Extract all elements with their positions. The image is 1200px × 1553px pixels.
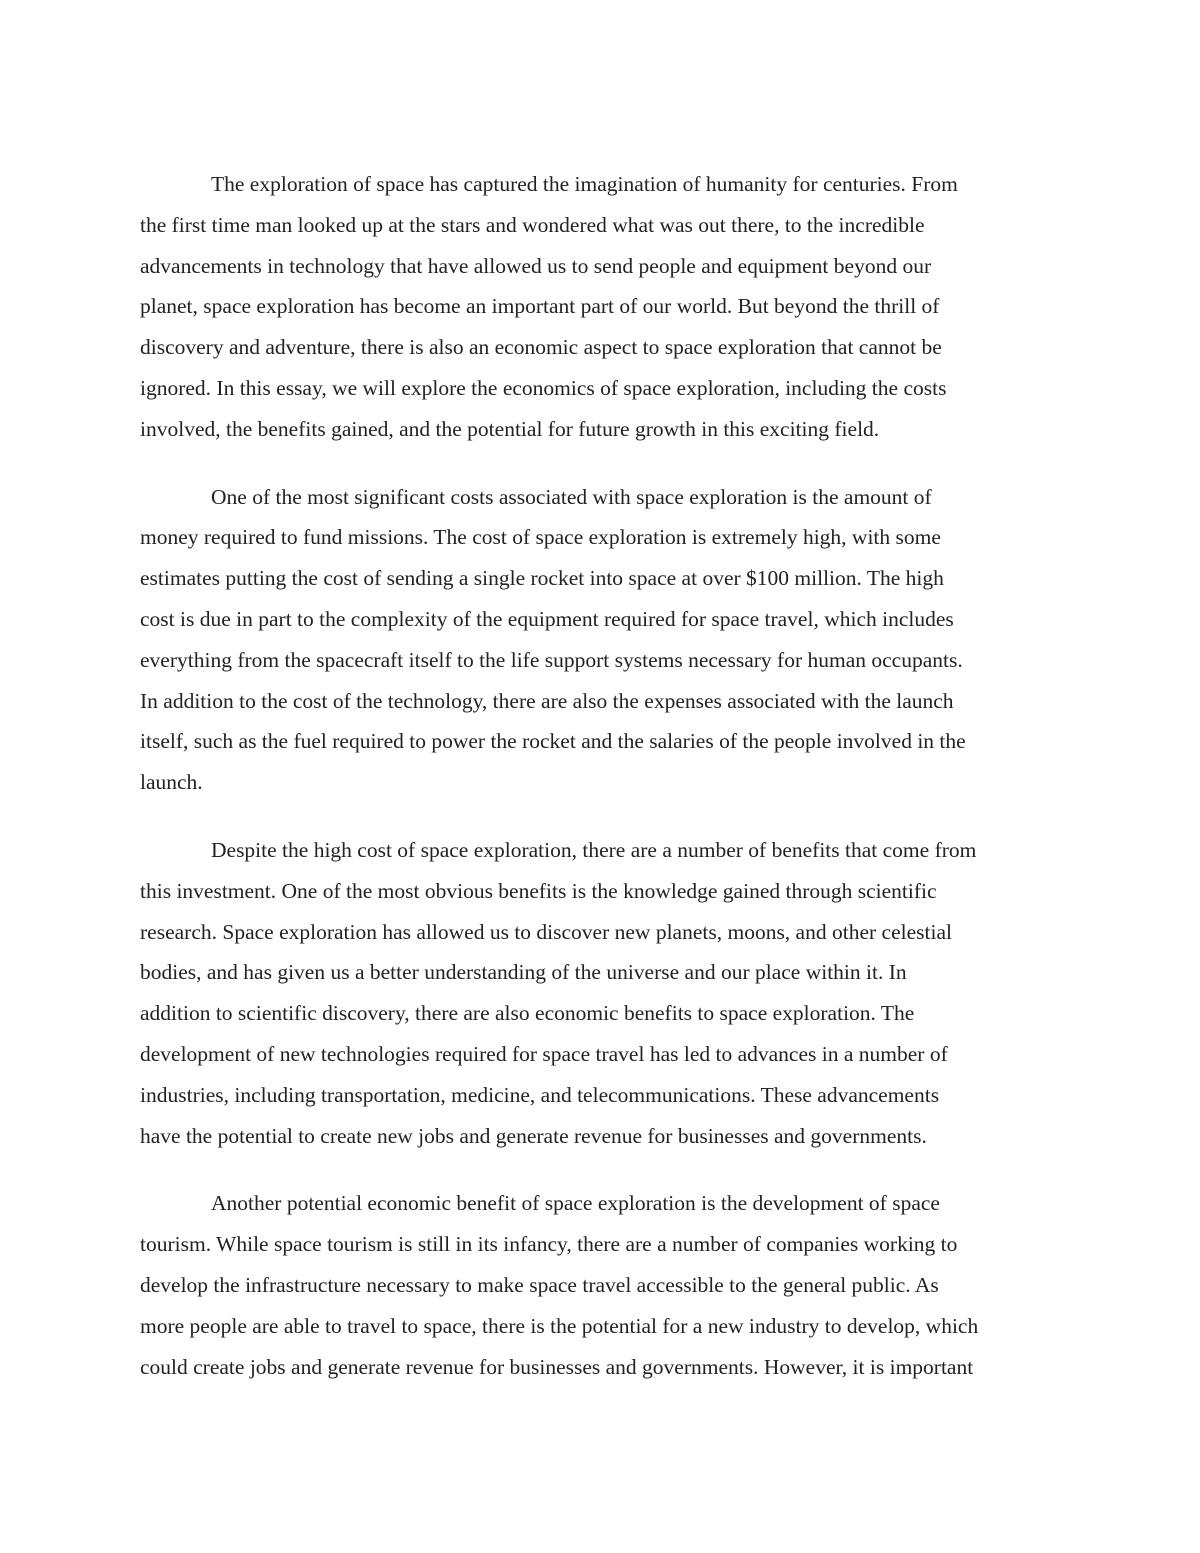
text-line: money required to fund missions. The cost of space exploration is extremely high, with some [140, 525, 941, 550]
essay-body [140, 164, 1060, 1387]
text-line: estimates putting the cost of sending a single rocket into space at over $100 million. The high [140, 566, 944, 591]
text-line: One of the most significant costs associated with space exploration is the amount of [211, 484, 932, 509]
text-line: develop the infrastructure necessary to make space travel accessible to the general public. As [140, 1272, 939, 1297]
text-line: involved, the benefits gained, and the potential for future growth in this exciting field. [140, 416, 880, 441]
text-line: tourism. While space tourism is still in its infancy, there are a number of companies working to [140, 1232, 958, 1257]
text-line: planet, space exploration has become an important part of our world. But beyond the thrill of [140, 294, 940, 319]
text-line: cost is due in part to the complexity of the equipment required for space travel, which includes [140, 606, 954, 631]
text-line: discovery and adventure, there is also an economic aspect to space exploration that cannot be [140, 335, 942, 360]
text-line: addition to scientific discovery, there are also economic benefits to space exploration. The [140, 1001, 915, 1026]
text-line: could create jobs and generate revenue for businesses and governments. However, it is important [140, 1354, 974, 1379]
text-line: industries, including transportation, medicine, and telecommunications. These advancements [140, 1082, 940, 1107]
text-line: ignored. In this essay, we will explore the economics of space exploration, including the costs [140, 375, 947, 400]
paragraph-3 [140, 830, 1060, 1156]
text-line: launch. [140, 770, 203, 795]
text-line: itself, such as the fuel required to power the rocket and the salaries of the people involved in the [140, 729, 966, 754]
text-line: Despite the high cost of space exploration, there are a number of benefits that come from [211, 837, 977, 862]
paragraph-4 [140, 1183, 1060, 1387]
text-line: research. Space exploration has allowed us to discover new planets, moons, and other celestial [140, 919, 952, 944]
text-line: bodies, and has given us a better understanding of the universe and our place within it. In [140, 960, 907, 985]
text-line: Another potential economic benefit of space exploration is the development of space [211, 1191, 940, 1216]
text-line: more people are able to travel to space, there is the potential for a new industry to develop, which [140, 1313, 979, 1338]
text-line: The exploration of space has captured the imagination of humanity for centuries. From [211, 172, 958, 196]
paragraph-2 [140, 477, 1060, 803]
text-line: advancements in technology that have allowed us to send people and equipment beyond our [140, 253, 932, 278]
text-line: this investment. One of the most obvious benefits is the knowledge gained through scientific [140, 878, 937, 903]
text-line: In addition to the cost of the technology, there are also the expenses associated with the launch [140, 688, 954, 713]
text-line: development of new technologies required for space travel has led to advances in a number of [140, 1041, 948, 1066]
text-line: have the potential to create new jobs and generate revenue for businesses and governments. [140, 1123, 927, 1148]
text-line: everything from the spacecraft itself to the life support systems necessary for human occupants. [140, 647, 963, 672]
text-line: the first time man looked up at the stars and wondered what was out there, to the incredible [140, 212, 925, 237]
paragraph-1 [140, 164, 1060, 450]
